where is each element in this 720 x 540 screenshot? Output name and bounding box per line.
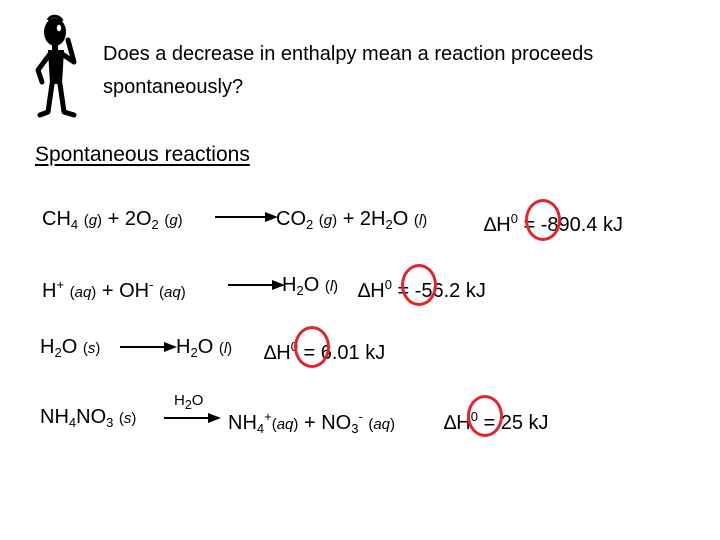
reaction-1-products: $CO_2$ $(g) + 2H_2O$ (l)	[276, 208, 428, 232]
reaction-4-reactants: $NH_4NO_3$ (s)	[40, 406, 137, 430]
reaction-arrow-icon	[164, 411, 222, 425]
highlight-ring	[401, 264, 437, 306]
reaction-3-reactants: $H_2O$ (s)	[40, 336, 101, 360]
reaction-3-products: $H_2O$ (l)	[176, 336, 233, 360]
section-heading: Spontaneous reactions	[35, 143, 250, 166]
thinking-figure-icon	[28, 12, 90, 122]
reaction-1-reactants: $CH_4$ $(g) + 2O_2$ (g)	[42, 208, 183, 232]
reaction-2-enthalpy: $\Delta H^0 = -56.2$ kJ	[358, 277, 486, 302]
highlight-ring	[294, 326, 330, 368]
highlight-ring	[525, 199, 561, 241]
arrow-condition: $H_2O$	[174, 392, 204, 412]
reaction-arrow-icon	[120, 340, 178, 354]
reaction-1-enthalpy: $\Delta H^0 = -890.4$ kJ	[484, 211, 623, 236]
reaction-arrow-icon	[228, 278, 286, 292]
reaction-3-enthalpy: $\Delta H^0 = 6.01$ kJ	[264, 339, 386, 364]
highlight-ring	[467, 395, 503, 437]
reaction-4-enthalpy: $\Delta H^0 = 25$ kJ	[444, 409, 549, 434]
reaction-arrow-icon	[215, 210, 279, 224]
reaction-4-products: $NH_4^+(aq) + NO_3^-$ (aq)	[228, 409, 396, 436]
question-text: Does a decrease in enthalpy mean a reaction proceeds spontaneously?	[103, 43, 594, 98]
reaction-2-reactants: H+ (aq) + OH- (aq)	[42, 277, 186, 302]
reaction-2-products: $H_2O$ (l)	[282, 274, 339, 298]
